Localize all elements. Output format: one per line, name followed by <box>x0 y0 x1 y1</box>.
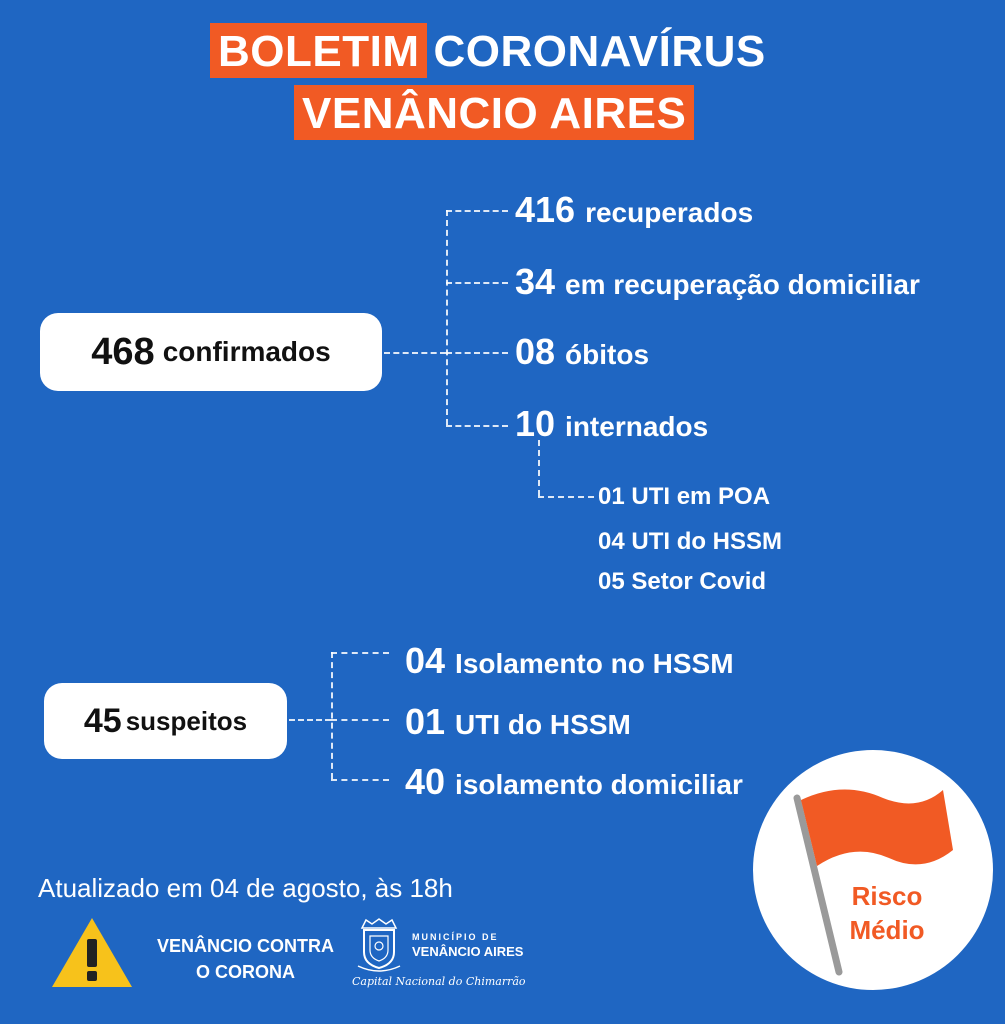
stat-hospitalized: 10 internados <box>515 403 709 444</box>
connector-line <box>446 282 508 284</box>
stat-hssm-icu: 01 UTI do HSSM <box>405 701 631 742</box>
connector-line <box>446 352 508 354</box>
connector-line <box>289 719 331 721</box>
connector-line <box>538 496 594 498</box>
city-name: VENÂNCIO AIRES <box>294 85 694 140</box>
title-highlight: BOLETIM <box>210 23 427 78</box>
connector-line <box>446 425 508 427</box>
campaign-text: VENÂNCIO CONTRA O CORONA <box>157 936 335 983</box>
connector-line <box>446 210 508 212</box>
municipality-name: VENÂNCIO AIRES <box>412 944 524 959</box>
connector-line <box>331 652 333 779</box>
municipality-prefix: MUNICÍPIO DE <box>412 932 499 942</box>
connector-line <box>331 719 389 721</box>
stat-home-isolation: 40 isolamento domiciliar <box>405 761 743 802</box>
connector-line <box>331 652 389 654</box>
updated-timestamp: Atualizado em 04 de agosto, às 18h <box>38 873 453 903</box>
connector-line <box>384 352 446 354</box>
risk-level: Risco Médio <box>849 881 925 945</box>
suspected-label: suspeitos <box>125 705 248 736</box>
connector-line <box>538 440 540 496</box>
title-rest: CORONAVÍRUS <box>433 27 766 76</box>
confirmed-count: 468 <box>91 330 155 373</box>
stat-home-recovery: 34 em recuperação domiciliar <box>515 261 920 302</box>
confirmed-label: confirmados <box>162 336 331 367</box>
municipality-tagline: Capital Nacional do Chimarrão <box>352 975 526 988</box>
hospitalized-detail-item: 01 UTI em POA <box>598 483 771 510</box>
suspected-pill <box>44 683 287 759</box>
connector-line <box>446 210 448 425</box>
municipal-crest-icon <box>356 918 402 972</box>
connector-line <box>331 779 389 781</box>
suspected-count: 45 <box>83 701 122 740</box>
stat-deaths: 08 óbitos <box>515 331 650 372</box>
confirmed-pill <box>40 313 382 391</box>
stat-hssm-isolation: 04 Isolamento no HSSM <box>405 640 734 681</box>
hospitalized-detail-item: 05 Setor Covid <box>598 568 767 595</box>
hospitalized-detail-item: 04 UTI do HSSM <box>598 528 783 555</box>
page-title <box>210 27 766 76</box>
warning-icon <box>50 915 134 990</box>
flag-icon <box>753 750 993 990</box>
page-subtitle <box>294 89 694 138</box>
stat-recovered: 416 recuperados <box>515 189 754 230</box>
